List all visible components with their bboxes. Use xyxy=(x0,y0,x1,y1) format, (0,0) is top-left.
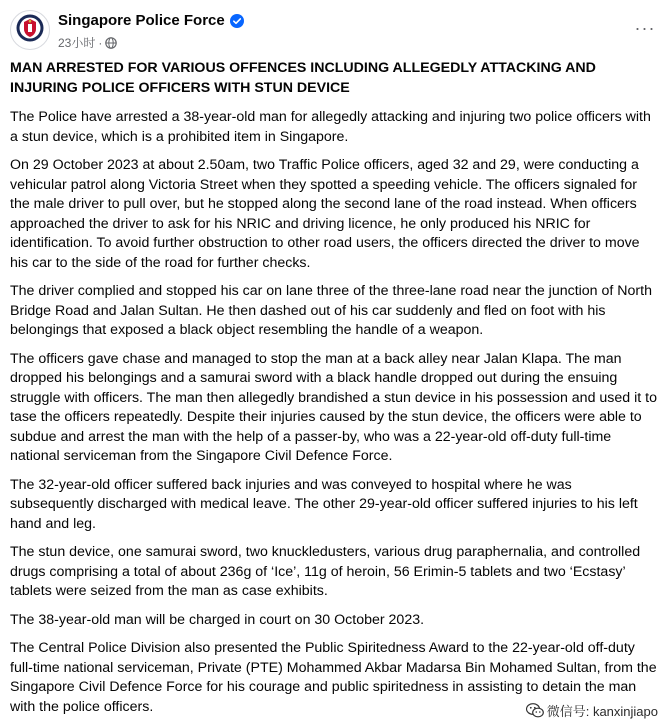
watermark-text: 微信号: kanxinjiapo xyxy=(546,704,658,719)
post-paragraph: The 38-year-old man will be charged in court on 30 October 2023. xyxy=(10,611,425,628)
post-paragraph: The stun device, one samurai sword, two knuckledusters, various drug paraphernalia, and controlled drugs comprising a total of about 236g of ‘Ice’, 11g of heroin, 56 Erimin-5 tablets and two ‘Ecstasy’ tablets were seized from the man as case exhibits. xyxy=(10,544,641,599)
page-name-text[interactable]: Singapore Police Force xyxy=(58,12,225,29)
post-paragraph: The driver complied and stopped his car on lane three of the three-lane road near the junction of North Bridge Road and Jalan Sultan. He then dashed out of his car suddenly and fled on foot with his belongings that exposed a black object resembling the handle of a weapon. xyxy=(10,283,652,338)
post-header xyxy=(10,10,659,54)
post-paragraph: The Police have arrested a 38-year-old man for allegedly attacking and injuring two police officers with a stun device, which is a prohibited item in Singapore. xyxy=(10,109,651,145)
post-body xyxy=(10,59,658,726)
verified-badge-icon xyxy=(230,14,244,28)
wechat-icon xyxy=(526,703,544,718)
wechat-watermark xyxy=(523,700,661,721)
post-meta xyxy=(58,34,117,51)
post-paragraph: On 29 October 2023 at about 2.50am, two Traffic Police officers, aged 32 and 29, were conducting a vehicular patrol along Victoria Street when they spotted a speeding vehicle. The officers signaled for the male driver to pull over, but he stopped along the second lane of the road instead. When officers approached the driver to ask for his NRIC and driving licence, he only produced his NRIC for identification. To avoid further obstruction to other road users, the officers directed the driver to move his car to the side of the road for further checks. xyxy=(10,157,640,271)
post-paragraph: The Central Police Division also presented the Public Spiritedness Award to the 22-year-old off-duty full-time national serviceman, Private (PTE) Mohammed Akbar Madarsa Bin Mohamed Sultan, from the Singapore Civil Defence Force for his courage and public spiritedness in assisting to detain the man with the police officers. xyxy=(10,640,657,715)
more-dots-icon: ··· xyxy=(634,17,656,38)
police-crest-icon xyxy=(15,13,45,48)
page-name[interactable] xyxy=(58,12,244,29)
meta-separator: · xyxy=(98,35,103,50)
page-avatar[interactable] xyxy=(10,10,50,50)
post-headline: MAN ARRESTED FOR VARIOUS OFFENCES INCLUDING ALLEGEDLY ATTACKING AND INJURING POLICE OFFICERS WITH STUN DEVICE xyxy=(10,60,596,96)
post-paragraph: The 32-year-old officer suffered back injuries and was conveyed to hospital where he was subsequently discharged with medical leave. The other 29-year-old officer suffered injuries to his left hand and leg. xyxy=(10,476,638,532)
more-options-button[interactable] xyxy=(631,14,659,42)
globe-icon xyxy=(105,37,117,49)
post-paragraph: The officers gave chase and managed to stop the man at a back alley near Jalan Klapa. The man dropped his belongings and a samurai sword with a black handle dropped out during the ensuing struggle with officers. The man then allegedly brandished a stun device in his possession and used it to tase the officers repeatedly. Despite their injuries caused by the stun device, the officers were able to subdue and arrest the man with the help of a passer-by, who was a 22-year-old off-duty full-time national serviceman from the Singapore Civil Defence Force. xyxy=(10,350,657,464)
post-timestamp[interactable]: 23小时 xyxy=(58,36,96,50)
